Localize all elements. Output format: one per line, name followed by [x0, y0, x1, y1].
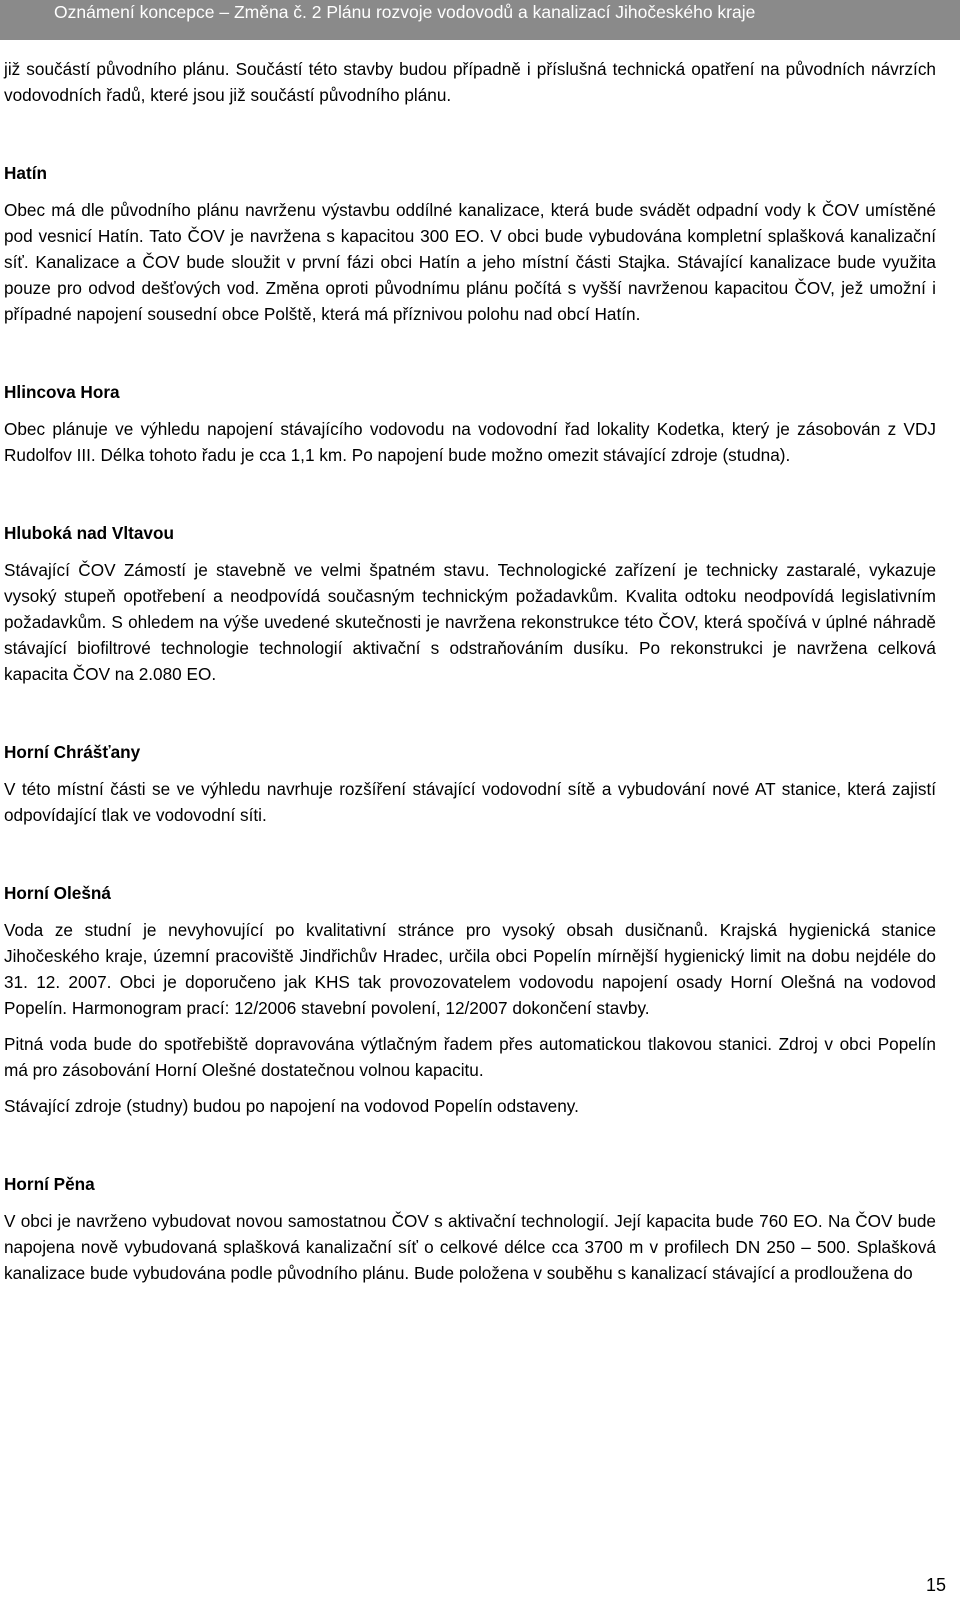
section-heading-horni-olesna: Horní Olešná [4, 883, 111, 903]
section-heading-horni-pena: Horní Pěna [4, 1174, 95, 1194]
page-number: 15 [925, 1575, 946, 1595]
section-paragraph-horni-olesna-2: Pitná voda bude do spotřebiště dopravována výtlačným řadem přes automatickou tlakovou stanici. Zdroj v obci Popelín má pro zásobování Horní Olešné dostatečnou volnou kapacitu. [4, 1034, 936, 1080]
section-heading-hlincova-hora: Hlincova Hora [4, 382, 120, 402]
header-title: Oznámení koncepce – Změna č. 2 Plánu rozvoje vodovodů a kanalizací Jihočeského kraje [54, 2, 756, 22]
section-paragraph-horni-pena: V obci je navrženo vybudovat novou samostatnou ČOV s aktivační technologií. Její kapacita bude 760 EO. Na ČOV bude napojena nově vybudovaná splašková kanalizační síť o celkové délce cca 3700 m v profilech DN 250 – 500. Splašková kanalizace bude vybudována podle původního plánu. Bude položena v souběhu s kanalizací stávající a prodloužena do [4, 1211, 936, 1283]
section-heading-hatin: Hatín [4, 163, 47, 183]
section-paragraph-horni-olesna-3: Stávající zdroje (studny) budou po napojení na vodovod Popelín odstaveny. [4, 1096, 579, 1116]
section-paragraph-hlincova-hora: Obec plánuje ve výhledu napojení stávajícího vodovodu na vodovodní řad lokality Kodetka, který je zásobován z VDJ Rudolfov III. Délka tohoto řadu je cca 1,1 km. Po napojení bude možno omezit stávající zdroje (studna). [4, 419, 936, 465]
section-paragraph-horni-chrastany: V této místní části se ve výhledu navrhuje rozšíření stávající vodovodní sítě a vybudování nové AT stanice, která zajistí odpovídající tlak ve vodovodní síti. [4, 779, 936, 825]
section-paragraph-horni-olesna-1: Voda ze studní je nevyhovující po kvalitativní stránce pro vysoký obsah dusičnanů. Krajská hygienická stanice Jihočeského kraje, územní pracoviště Jindřichův Hradec, určila obci Popelín mírnější hygienický limit na dobu nejdéle do 31. 12. 2007. Obci je doporučeno jak KHS tak provozovatelem vodovodu napojení osady Horní Olešná na vodovod Popelín. Harmonogram prací: 12/2006 stavební povolení, 12/2007 dokončení stavby. [4, 920, 936, 1018]
section-paragraph-hatin: Obec má dle původního plánu navrženu výstavbu oddílné kanalizace, která bude svádět odpadní vody k ČOV umístěné pod vesnicí Hatín. Tato ČOV je navržena s kapacitou 300 EO. V obci bude vybudována kompletní splašková kanalizační síť. Kanalizace a ČOV bude sloužit v první fázi obci Hatín a jeho místní části Stajka. Stávající kanalizace bude využita pouze pro odvod dešťových vod. Změna oproti původnímu plánu počítá s vyšší navrženou kapacitou ČOV, jež umožní i případné napojení sousední obce Polště, která má příznivou polohu nad obcí Hatín. [4, 200, 936, 324]
section-heading-horni-chrastany: Horní Chrášťany [4, 742, 141, 762]
intro-paragraph: již součástí původního plánu. Součástí této stavby budou případně i příslušná technická opatření na původních návrzích vodovodních řadů, které jsou již součástí původního plánu. [4, 59, 936, 105]
document-body [4, 56, 936, 1286]
section-paragraph-hluboka: Stávající ČOV Zámostí je stavebně ve velmi špatném stavu. Technologické zařízení je technicky zastaralé, vykazuje vysoký stupeň opotřebení a neodpovídá současným technickým požadavkům. Kvalita odtoku neodpovídá legislativním požadavkům. S ohledem na výše uvedené skutečnosti je navržena rekonstrukce této ČOV, která spočívá v úplné náhradě stávající biofiltrové technologie technologií aktivační s odstraňováním dusíku. Po rekonstrukci je navržena celková kapacita ČOV na 2.080 EO. [4, 560, 936, 684]
section-heading-hluboka: Hluboká nad Vltavou [4, 523, 174, 543]
page-header [0, 0, 960, 40]
